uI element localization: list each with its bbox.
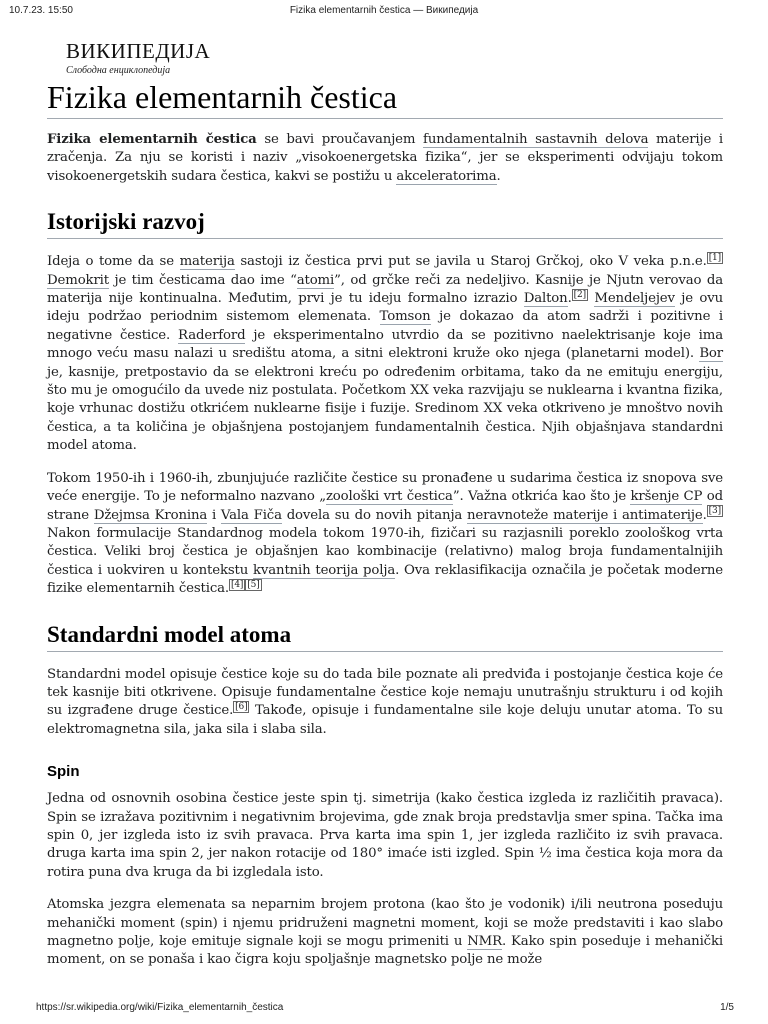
- reference-6[interactable]: [6]: [235, 701, 248, 712]
- section-heading-istorijski-razvoj: Istorijski razvoj: [47, 208, 723, 239]
- link-dalton[interactable]: Dalton: [523, 291, 568, 307]
- history-paragraph-1: Ideja o tome da se materija sastoji iz čestica prvi put se javila u Staroj Grčkoj, oko V veka p.n.e. [1] Demokrit je tim česticama dao ime “atomi”, od grčke reči za nedeljivo. Kasnije je Njutn verovao da materija nije kontinualna. Međutim, prvi je tu ideju formalno izrazio Dalton. [2] Mendeljejev je ovu ideju podržao periodnim sistemom elemenata. Tomson je dokazao da atom sadrži i pozitivne i negativne čestice. Raderford je eksperimentalno utvrdio da se pozitivno naelektrisanje koje ima mnogo veću masu nalazi u središtu atoma, a sitni elektroni kruže oko njega (planetarni model). Bor je, kasnije, pretpostavio da se elektroni kreću po određenim orbitama, tako da ne emituju energiju, što mu je omogućilo da uvede niz postulata. Početkom XX veka razvijaju se nuklearna i kvantna fizika, koje vrhunac dostižu otkrićem nuklearne fisije i fuzije. Sredinom XX veka otkriveno je mnoštvo novih čestica, a ta količina je objašnjena postojanjem fundamentalnih čestica. Njih objašnjava standardni model atoma.: [47, 252, 724, 454]
- link-raderford[interactable]: Raderford: [178, 327, 246, 343]
- print-page-number: 1/5: [720, 1002, 734, 1013]
- link-zooloski-vrt[interactable]: zoološki vrt čestica: [325, 489, 453, 505]
- link-dzejms-kronin[interactable]: Džejmsa Kronina: [93, 507, 208, 523]
- link-krsenje-cp[interactable]: kršenje CP: [630, 489, 703, 505]
- logo-tagline: Слободна енциклопедија: [66, 65, 171, 76]
- print-title: Fizika elementarnih čestica — Википедија: [289, 5, 479, 16]
- print-url: https://sr.wikipedia.org/wiki/Fizika_elementarnih_čestica: [36, 1002, 284, 1013]
- link-tomson[interactable]: Tomson: [379, 309, 431, 325]
- history-paragraph-2: Tokom 1950-ih i 1960-ih, zbunjujuće različite čestice su pronađene u sudarima čestica iz snopova sve veće energije. To je neformalno nazvano „zoološki vrt čestica”. Važna otkrića kao što je kršenje CP od strane Džejmsa Kronina i Vala Fiča dovela su do novih pitanja neravnoteže materije i antimaterije. [3] Nakon formulacije Standardnog modela tokom 1970-ih, fizičari su razjasnili poreklo zoološkog vrta čestica. Veliki broj čestica je objašnjen kao kombinacije (relativno) malog broja fundamentalnijih čestica i uokviren u kontekstu kvantnih teorija polja. Ova reklasifikacija označila je početak moderne fizike elementarnih čestica. [4] [5]: [47, 470, 723, 597]
- link-materija[interactable]: materija: [179, 254, 235, 270]
- reference-1[interactable]: [1]: [708, 252, 721, 263]
- intro-paragraph: Fizika elementarnih čestica se bavi proučavanjem fundamentalnih sastavnih delova materije i zračenja. Za nju se koristi i naziv „visokoenergetska fizika“, jer se eksperimenti odvijaju tokom visokoenergetskih sudara čestica, kakvi se postižu u akceleratorima.: [47, 132, 723, 184]
- link-neravnoteza[interactable]: neravnoteže materije i antimaterije: [467, 507, 703, 523]
- subsection-heading-spin: Spin: [47, 763, 80, 781]
- link-demokrit[interactable]: Demokrit: [47, 272, 109, 288]
- intro-bold-term: Fizika elementarnih čestica: [47, 132, 257, 147]
- reference-3[interactable]: [3]: [708, 506, 721, 517]
- spin-paragraph-1: Jedna od osnovnih osobina čestice jeste spin tj. simetrija (kako čestica izgleda iz različitih pravaca). Spin se izražava pozitivnim i negativnim brojevima, gde znak broja predstavlja smer spina. Tačka ima spin 0, jer izgleda isto iz svih pravaca. Prva karta ima spin 1, jer izgleda različito iz svih pravaca. druga karta ima spin 2, jer nakon rotacije od 180° imaće isti izgled. Spin ½ ima čestica koja mora da rotira puna dva kruga da bi izgledala isto.: [47, 791, 723, 880]
- link-atomi[interactable]: atomi: [296, 272, 335, 288]
- wikipedia-logo[interactable]: [66, 40, 210, 76]
- reference-2[interactable]: [2]: [573, 289, 586, 300]
- page-title: Fizika elementarnih čestica: [47, 78, 723, 119]
- link-bor[interactable]: Bor: [699, 346, 723, 362]
- article-content: [47, 78, 723, 984]
- spin-paragraph-2: Atomska jezgra elemenata sa neparnim brojem protona (kao što je vodonik) i/ili neutrona poseduju mehanički moment (spin) i njemu pridruženi magnetni moment, koji se može predstaviti i kao slabo magnetno polje, koje emituje signale koji se mogu primeniti u NMR. Kako spin poseduje i mehanički moment, on se ponaša i kao čigra koju spoljašnje magnetsko polje ne može: [47, 897, 723, 968]
- section-heading-standardni-model: Standardni model atoma: [47, 621, 723, 652]
- reference-4[interactable]: [4]: [231, 579, 244, 590]
- link-fundamentalni-delovi[interactable]: fundamentalnih sastavnih delova: [423, 132, 649, 147]
- link-akceleratori[interactable]: akceleratorima: [396, 168, 497, 184]
- link-nmr[interactable]: NMR: [467, 934, 502, 949]
- link-mendeljejev[interactable]: Mendeljejev: [594, 291, 675, 307]
- link-val-fic[interactable]: Vala Fiča: [220, 507, 282, 523]
- standard-paragraph-1: Standardni model opisuje čestice koje su do tada bile poznate ali predviđa i postojanje čestica koje će tek kasnije biti otkrivene. Opisuje fundamentalne čestice koje nemaju unutrašnju strukturu i od kojih su izgrađene druge čestice. [6] Takođe, opisuje i fundamentalne sile koje deluju unutar atoma. To su elektromagnetna sila, jaka sila i slaba sila.: [47, 666, 723, 737]
- link-kvantne-teorije-polja[interactable]: kvantnih teorija polja: [252, 562, 396, 578]
- reference-5[interactable]: [5]: [247, 579, 260, 590]
- print-date: 10.7.23. 15:50: [9, 5, 73, 16]
- logo-wordmark: ВИКИПЕДИЈА: [66, 39, 211, 63]
